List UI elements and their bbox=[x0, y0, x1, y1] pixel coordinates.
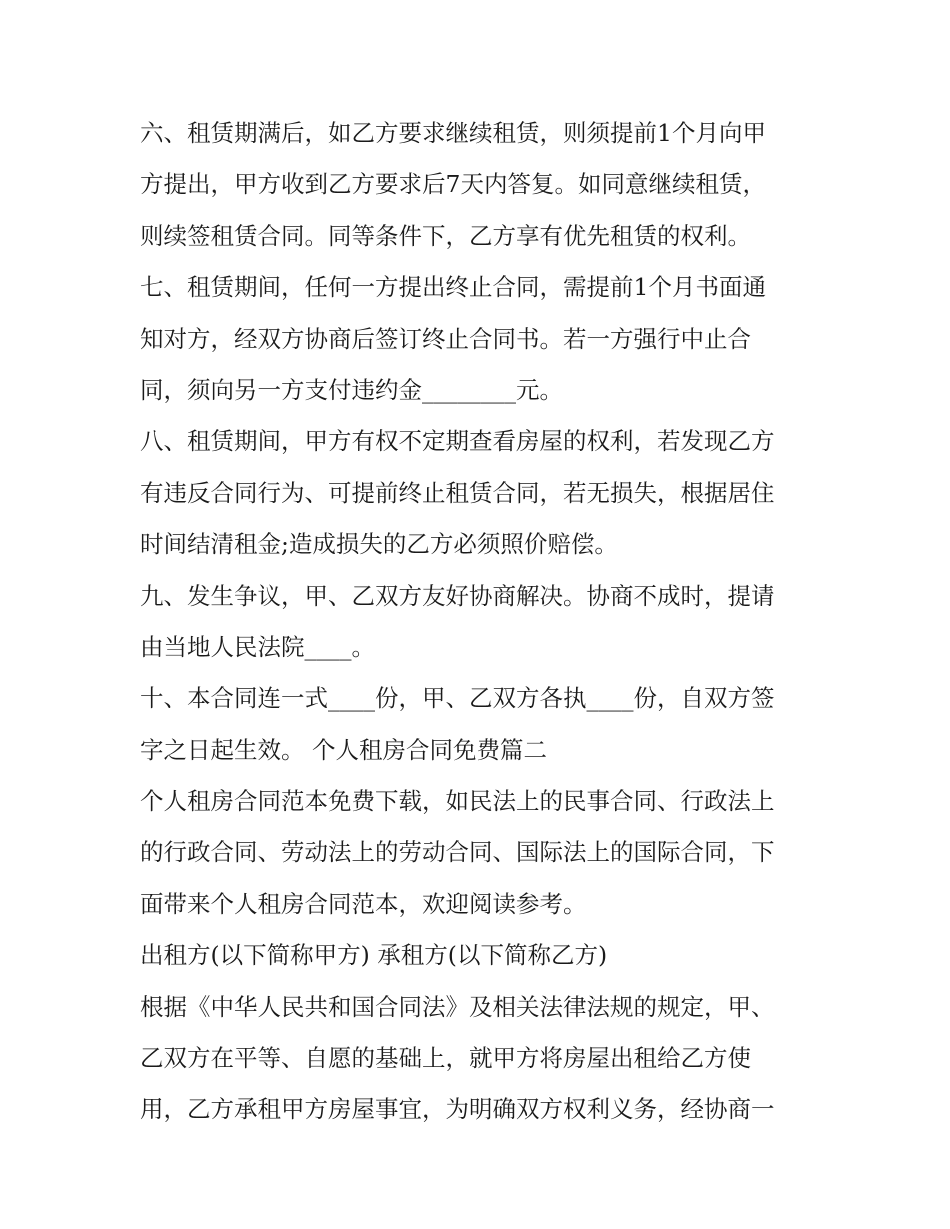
text-line: 则续签租赁合同。同等条件下，乙方享有优先租赁的权利。 bbox=[140, 221, 751, 250]
text-line: 根据《中华人民共和国合同法》及相关法律法规的规定，甲、 bbox=[140, 992, 775, 1021]
text-line: 十、本合同连一式____份，甲、乙双方各执____份，自双方签 bbox=[140, 684, 775, 713]
text-line: 时间结清租金;造成损失的乙方必须照价赔偿。 bbox=[140, 530, 618, 559]
text-line: 同，须向另一方支付违约金________元。 bbox=[140, 375, 563, 404]
text-line: 出租方(以下简称甲方) 承租方(以下简称乙方) bbox=[140, 941, 608, 970]
text-line: 七、租赁期间，任何一方提出终止合同，需提前1个月书面通 bbox=[140, 273, 766, 302]
document-body bbox=[140, 108, 815, 1136]
text-line: 九、发生争议，甲、乙双方友好协商解决。协商不成时，提请 bbox=[140, 581, 775, 610]
text-line: 六、租赁期满后，如乙方要求继续租赁，则须提前1个月向甲 bbox=[140, 119, 766, 147]
text-line: 面带来个人租房合同范本，欢迎阅读参考。 bbox=[140, 889, 587, 918]
text-line: 用，乙方承租甲方房屋事宜，为明确双方权利义务，经协商一 bbox=[140, 1095, 775, 1124]
text-line: 个人租房合同范本免费下载，如民法上的民事合同、行政法上 bbox=[140, 787, 775, 816]
text-line: 的行政合同、劳动法上的劳动合同、国际法上的国际合同，下 bbox=[140, 838, 775, 867]
text-line: 有违反合同行为、可提前终止租赁合同，若无损失，根据居住 bbox=[140, 478, 775, 507]
text-line: 八、租赁期间，甲方有权不定期查看房屋的权利，若发现乙方 bbox=[140, 427, 775, 456]
text-line: 知对方，经双方协商后签订终止合同书。若一方强行中止合 bbox=[140, 324, 751, 353]
text-line: 乙双方在平等、自愿的基础上，就甲方将房屋出租给乙方使 bbox=[140, 1044, 751, 1073]
text-line: 由当地人民法院____。 bbox=[140, 632, 375, 661]
text-line: 字之日起生效。 个人租房合同免费篇二 bbox=[140, 735, 547, 764]
text-line: 方提出，甲方收到乙方要求后7天内答复。如同意继续租赁， bbox=[140, 170, 766, 199]
